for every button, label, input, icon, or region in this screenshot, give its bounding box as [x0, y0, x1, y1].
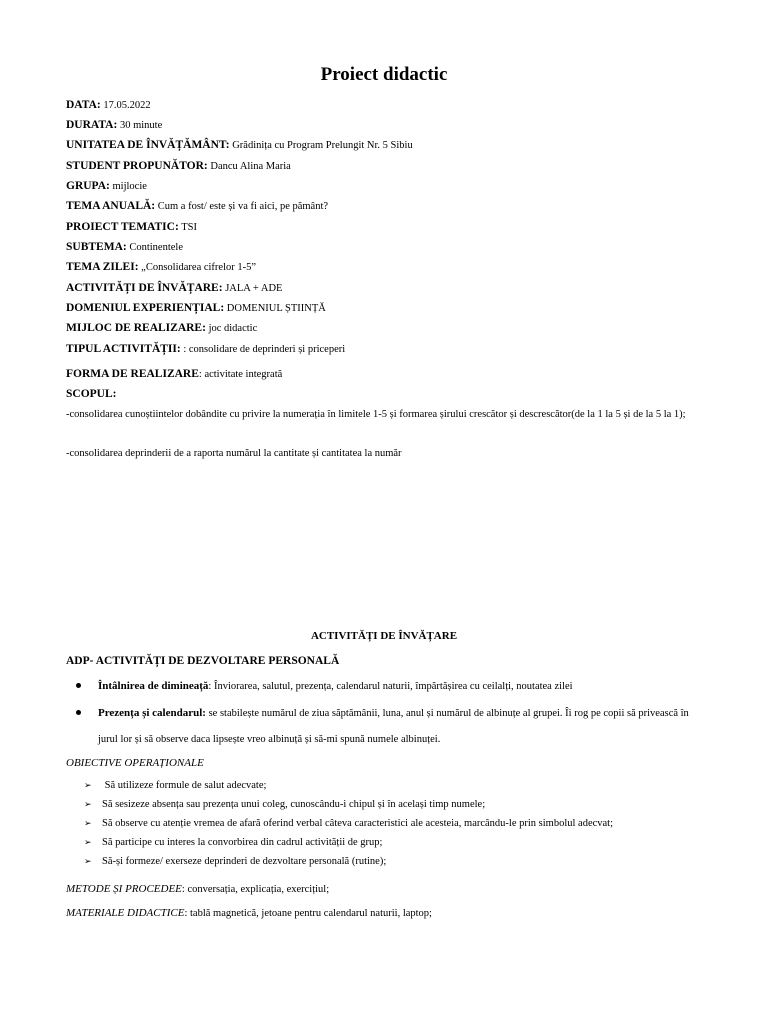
- scopul-item-1: -consolidarea cunoștiintelor dobândite cu privire la numerația în limitele 1-5 și formarea șirului crescător și descrescător(de la 1 la 5 și de la 5 la 1);: [66, 409, 686, 420]
- materiale-line: MATERIALE DIDACTICE: tablă magnetică, jetoane pentru calendarul naturii, laptop;: [66, 907, 432, 919]
- field-tema-anuala: TEMA ANUALĂ: Cum a fost/ este și va fi aici, pe pământ?: [66, 200, 329, 212]
- bullet-dot-icon: [76, 683, 81, 688]
- bullet-dot-icon: [76, 710, 81, 715]
- section-title: ACTIVITĂȚI DE ÎNVĂȚARE: [310, 630, 458, 642]
- arrow-bullet-icon: ➢: [84, 799, 92, 809]
- field-subtema: SUBTEMA: Continentele: [66, 241, 183, 253]
- field-forma: FORMA DE REALIZARE: activitate integrată: [66, 368, 283, 380]
- bullet-intalnirea: Întâlnirea de dimineață: Înviorarea, salutul, prezența, calendarul naturii, împărtășirea cu ceilalți, noutatea zilei: [98, 673, 708, 700]
- arrow-bullet-icon: ➢: [84, 818, 92, 828]
- field-durata: DURATA: 30 minute: [66, 119, 163, 131]
- arrow-bullet-icon: ➢: [84, 780, 92, 790]
- bullet-prezenta: Prezența și calendarul: se stabilește numărul de ziua săptămânii, luna, anul și numărul de albinuțe al grupei. Îi rog pe copii să privească în jurul lor și să observe daca lipsește vreo albinuță și să-mi spună numele albinuței.: [98, 700, 708, 753]
- field-mijloc: MIJLOC DE REALIZARE: joc didactic: [66, 322, 258, 334]
- page-title: Proiect didactic: [320, 64, 448, 85]
- field-tipul: TIPUL ACTIVITĂȚII: : consolidare de deprinderi și priceperi: [66, 343, 346, 355]
- metode-line: METODE ȘI PROCEDEE: conversația, explicația, exercițiul;: [66, 883, 330, 895]
- obiectiv-item: ➢ Să utilizeze formule de salut adecvate;: [84, 780, 267, 791]
- field-proiect-tematic: PROIECT TEMATIC: TSI: [66, 221, 197, 233]
- field-tema-zilei: TEMA ZILEI: „Consolidarea cifrelor 1-5”: [66, 261, 257, 273]
- arrow-bullet-icon: ➢: [84, 856, 92, 866]
- field-grupa: GRUPA: mijlocie: [66, 180, 147, 192]
- field-data: DATA: 17.05.2022: [66, 99, 151, 111]
- obiectiv-item: ➢ Să observe cu atenție vremea de afară oferind verbal câteva caracteristici ale acesteia, marcându-le prin simbolul adecvat;: [84, 818, 614, 829]
- arrow-bullet-icon: ➢: [84, 837, 92, 847]
- obiectiv-item: ➢ Să sesizeze absența sau prezența unui coleg, cunoscându-i chipul și în același timp numele;: [84, 799, 486, 810]
- scopul-item-2: -consolidarea deprinderii de a raporta numărul la cantitate și cantitatea la număr: [66, 448, 402, 459]
- field-scopul: SCOPUL:: [66, 388, 117, 400]
- field-activitati: ACTIVITĂȚI DE ÎNVĂȚARE: JALA + ADE: [66, 282, 283, 294]
- field-domeniul: DOMENIUL EXPERIENȚIAL: DOMENIUL ȘTIINȚĂ: [66, 302, 326, 314]
- field-unitatea: UNITATEA DE ÎNVĂȚĂMÂNT: Grădinița cu Program Prelungit Nr. 5 Sibiu: [66, 139, 413, 151]
- field-student: STUDENT PROPUNĂTOR: Dancu Alina Maria: [66, 160, 291, 172]
- obiectiv-item: ➢ Să participe cu interes la convorbirea din cadrul activității de grup;: [84, 837, 383, 848]
- obiective-title: OBIECTIVE OPERAȚIONALE: [66, 757, 204, 769]
- obiectiv-item: ➢ Să-și formeze/ exerseze deprinderi de dezvoltare personală (rutine);: [84, 856, 387, 867]
- adp-title: ADP- ACTIVITĂȚI DE DEZVOLTARE PERSONALĂ: [66, 655, 340, 667]
